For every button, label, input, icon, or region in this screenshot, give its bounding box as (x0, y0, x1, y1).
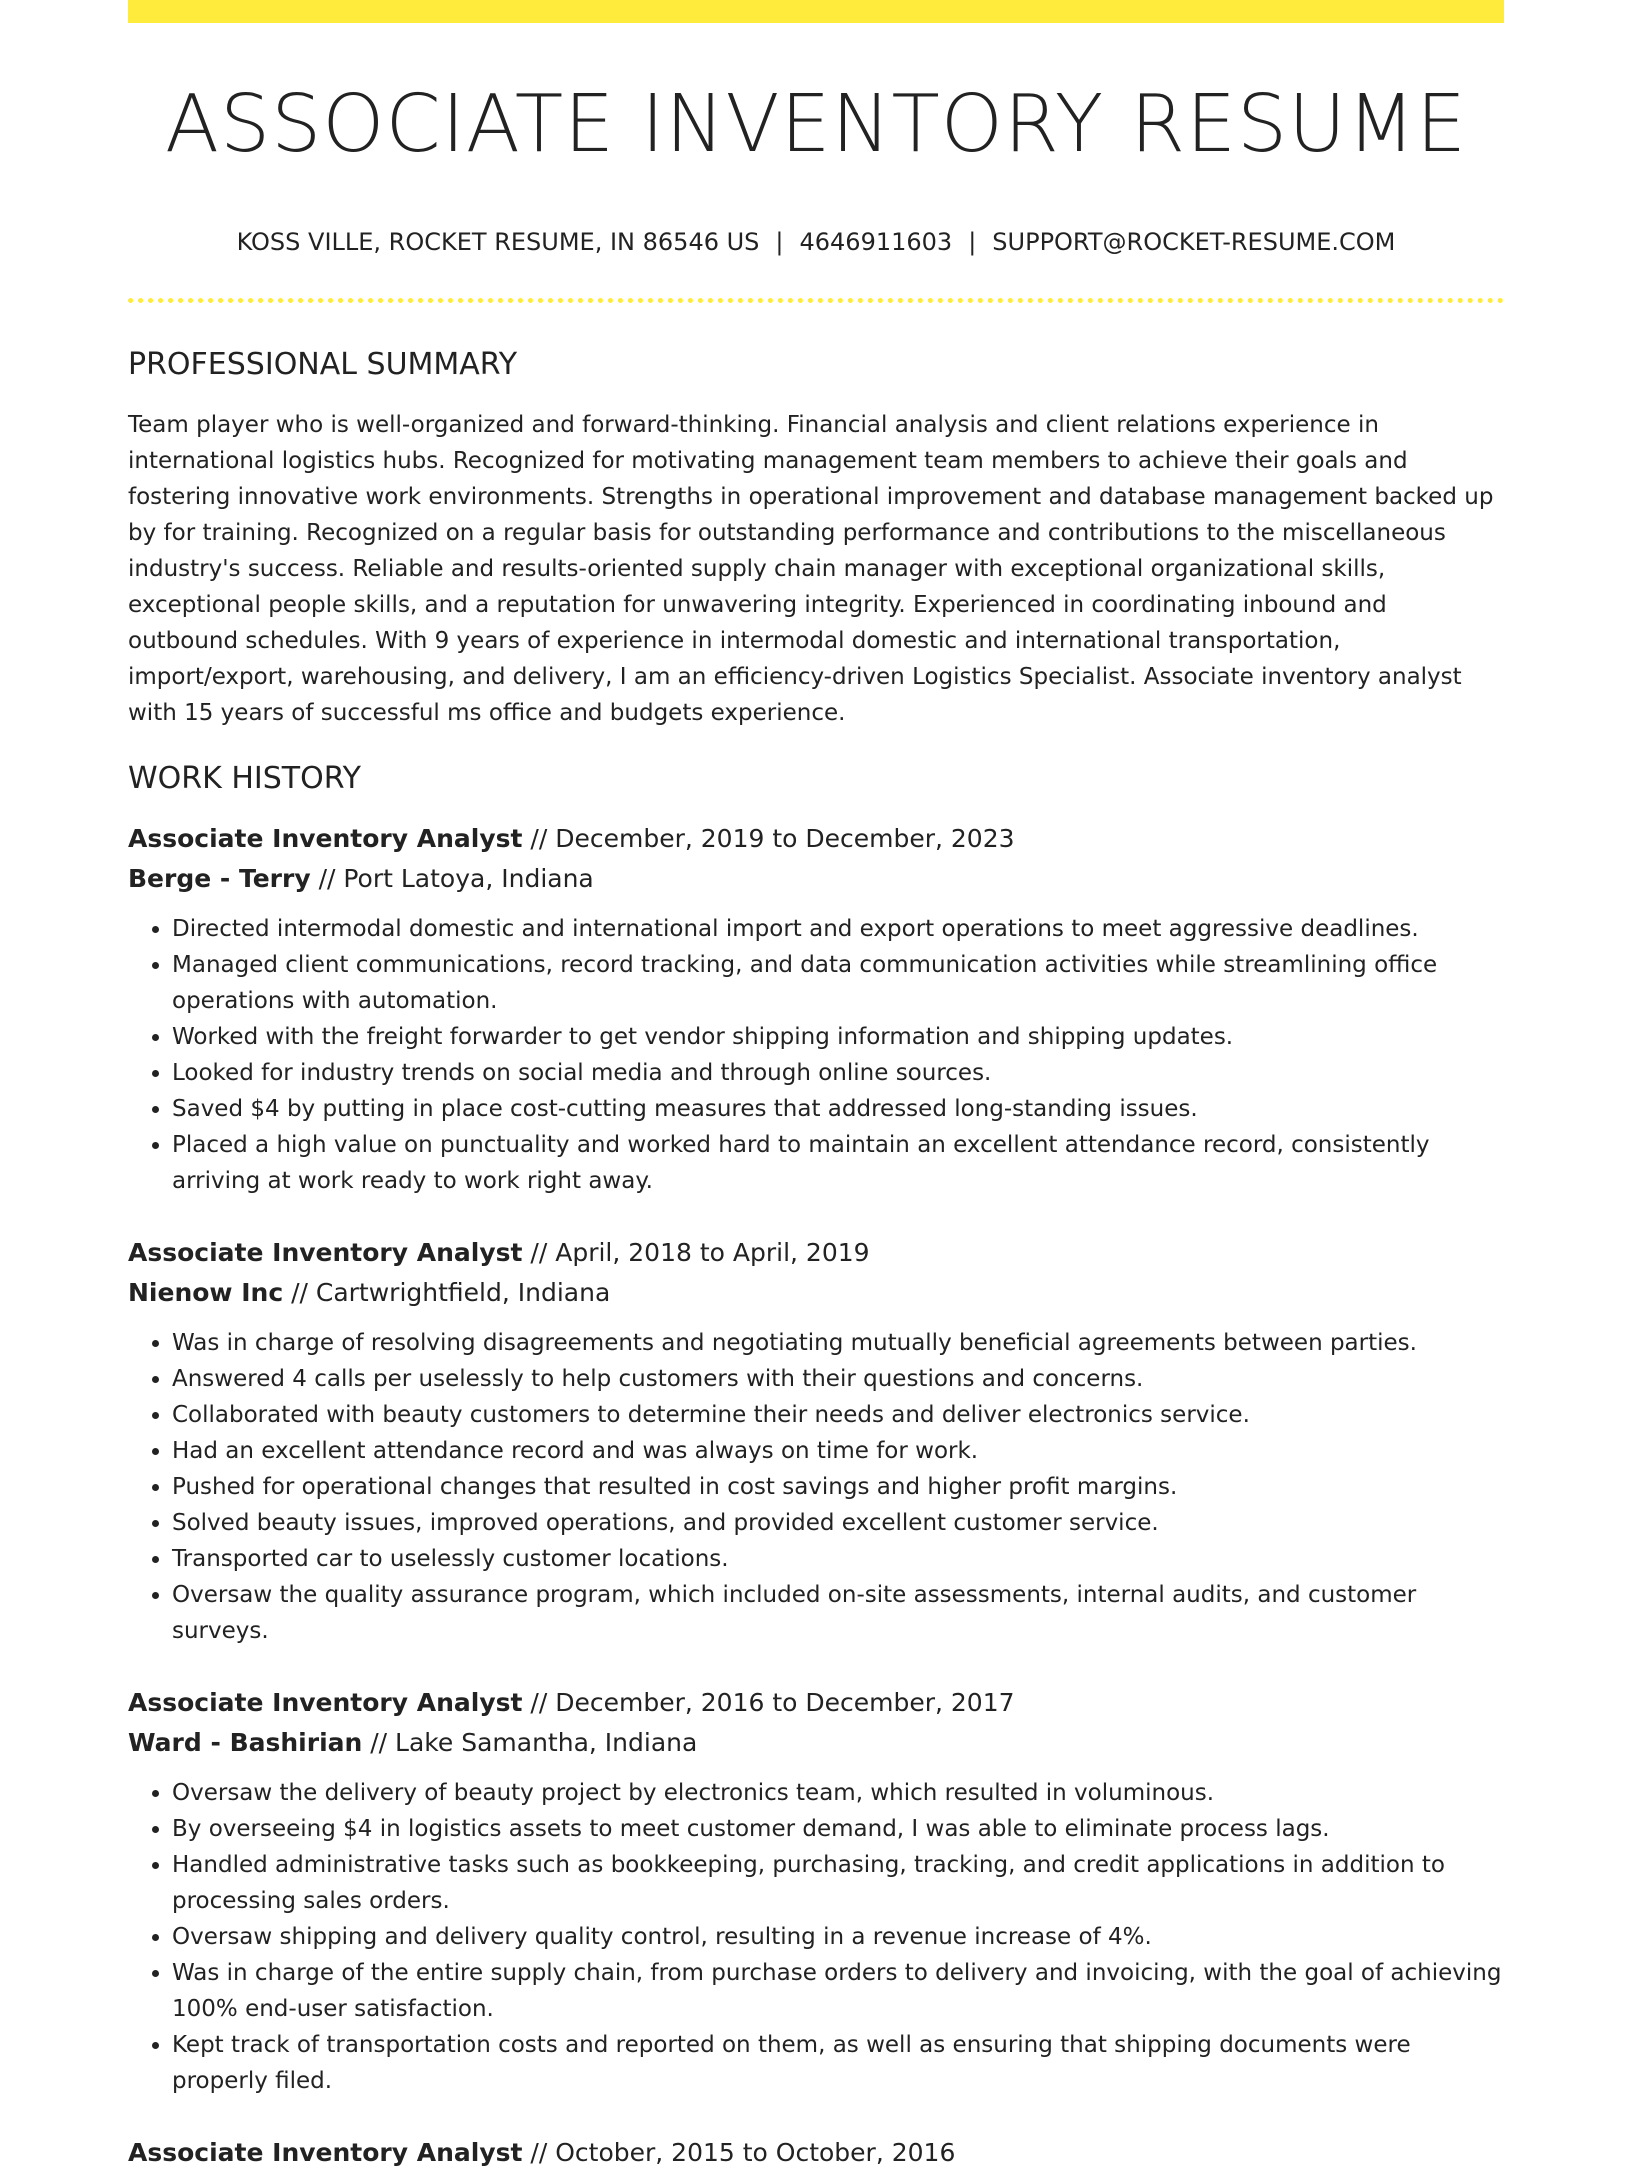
resume-title: ASSOCIATE INVENTORY RESUME (164, 78, 1468, 170)
job-dates: // December, 2019 to December, 2023 (522, 823, 1015, 853)
job-location: // Lake Samantha, Indiana (362, 1727, 698, 1757)
job-location: // Port Latoya, Indiana (310, 863, 594, 893)
contact-address: KOSS VILLE, ROCKET RESUME, IN 86546 US (236, 227, 760, 256)
job-title-line (128, 1233, 1504, 1273)
contact-line (128, 228, 1504, 256)
job-title: Associate Inventory Analyst (128, 2137, 523, 2167)
job-company-line (128, 859, 1504, 899)
job-dates: // December, 2016 to December, 2017 (522, 1687, 1015, 1717)
summary-heading: PROFESSIONAL SUMMARY (128, 346, 518, 382)
job-location: // Cartwrightfield, Indiana (283, 1277, 611, 1307)
job-bullet: • Kept track of transportation costs and reported on them, as well as ensuring that shipping documents were properly filed. (172, 2027, 1504, 2099)
dotted-divider (128, 298, 1504, 303)
job-title-line (128, 819, 1504, 859)
job-dates: // April, 2018 to April, 2019 (522, 1237, 870, 1267)
job-bullet: • Oversaw shipping and delivery quality control, resulting in a revenue increase of 4%. (172, 1919, 1504, 1955)
job-bullet: • Oversaw the delivery of beauty project by electronics team, which resulted in voluminous. (172, 1775, 1504, 1811)
contact-separator: | (775, 227, 784, 256)
job-company: Berge - Terry (128, 863, 311, 893)
job-bullet: • Handled administrative tasks such as bookkeeping, purchasing, tracking, and credit applications in addition to processing sales orders. (172, 1847, 1504, 1919)
job-company-line (128, 1273, 1504, 1313)
job-bullet: • By overseeing $4 in logistics assets to meet customer demand, I was able to eliminate process lags. (172, 1811, 1504, 1847)
job-bullet: • Solved beauty issues, improved operations, and provided excellent customer service. (172, 1505, 1504, 1541)
work-history-heading: WORK HISTORY (128, 760, 361, 796)
job-bullet: • Collaborated with beauty customers to determine their needs and deliver electronics service. (172, 1397, 1504, 1433)
contact-email: SUPPORT@ROCKET-RESUME.COM (992, 227, 1396, 256)
job-bullet: • Answered 4 calls per uselessly to help customers with their questions and concerns. (172, 1361, 1504, 1397)
job-entry (128, 2133, 1504, 2173)
job-entry (128, 1233, 1504, 1649)
job-bullet: • Pushed for operational changes that resulted in cost savings and higher profit margins. (172, 1469, 1504, 1505)
accent-top-bar (128, 0, 1504, 23)
job-title: Associate Inventory Analyst (128, 1687, 523, 1717)
job-entry (128, 1683, 1504, 2099)
work-history-list (128, 819, 1504, 2173)
job-title-line (128, 2133, 1504, 2173)
job-title: Associate Inventory Analyst (128, 823, 523, 853)
contact-phone: 4646911603 (799, 227, 953, 256)
job-company: Ward - Bashirian (128, 1727, 363, 1757)
job-bullet: • Saved $4 by putting in place cost-cutting measures that addressed long-standing issues. (172, 1091, 1504, 1127)
job-entry (128, 819, 1504, 1199)
job-bullet: • Directed intermodal domestic and international import and export operations to meet aggressive deadlines. (172, 911, 1504, 947)
job-bullets (128, 911, 1504, 1199)
job-bullet: • Placed a high value on punctuality and worked hard to maintain an excellent attendance record, consistently arriving at work ready to work right away. (172, 1127, 1504, 1199)
job-title-line (128, 1683, 1504, 1723)
job-dates: // October, 2015 to October, 2016 (522, 2137, 956, 2167)
job-company-line (128, 1723, 1504, 1763)
job-bullet: • Oversaw the quality assurance program, which included on-site assessments, internal audits, and customer surveys. (172, 1577, 1504, 1649)
job-bullet: • Transported car to uselessly customer locations. (172, 1541, 1504, 1577)
contact-separator: | (968, 227, 977, 256)
job-bullet: • Worked with the freight forwarder to get vendor shipping information and shipping updates. (172, 1019, 1504, 1055)
job-bullet: • Was in charge of resolving disagreements and negotiating mutually beneficial agreements between parties. (172, 1325, 1504, 1361)
job-company: Nienow Inc (128, 1277, 284, 1307)
job-bullet: • Had an excellent attendance record and was always on time for work. (172, 1433, 1504, 1469)
job-bullets (128, 1775, 1504, 2099)
resume-page (128, 0, 1504, 2173)
job-bullets (128, 1325, 1504, 1649)
job-bullet: • Managed client communications, record tracking, and data communication activities while streamlining office operations with automation. (172, 947, 1504, 1019)
summary-text: Team player who is well-organized and forward-thinking. Financial analysis and client relations experience in international logistics hubs. Recognized for motivating management team members to achieve their goals and fostering innovative work environments. Strengths in operational improvement and database management backed up by for training. Recognized on a regular basis for outstanding performance and contributions to the miscellaneous industry's success. Reliable and results-oriented supply chain manager with exceptional organizational skills, exceptional people skills, and a reputation for unwavering integrity. Experienced in coordinating inbound and outbound schedules. With 9 years of experience in intermodal domestic and international transportation, import/export, warehousing, and delivery, I am an efficiency-driven Logistics Specialist. Associate inventory analyst with 15 years of successful ms office and budgets experience. (128, 411, 1494, 726)
job-title: Associate Inventory Analyst (128, 1237, 523, 1267)
job-bullet: • Looked for industry trends on social media and through online sources. (172, 1055, 1504, 1091)
job-bullet: • Was in charge of the entire supply chain, from purchase orders to delivery and invoicing, with the goal of achieving 100% end-user satisfaction. (172, 1955, 1504, 2027)
